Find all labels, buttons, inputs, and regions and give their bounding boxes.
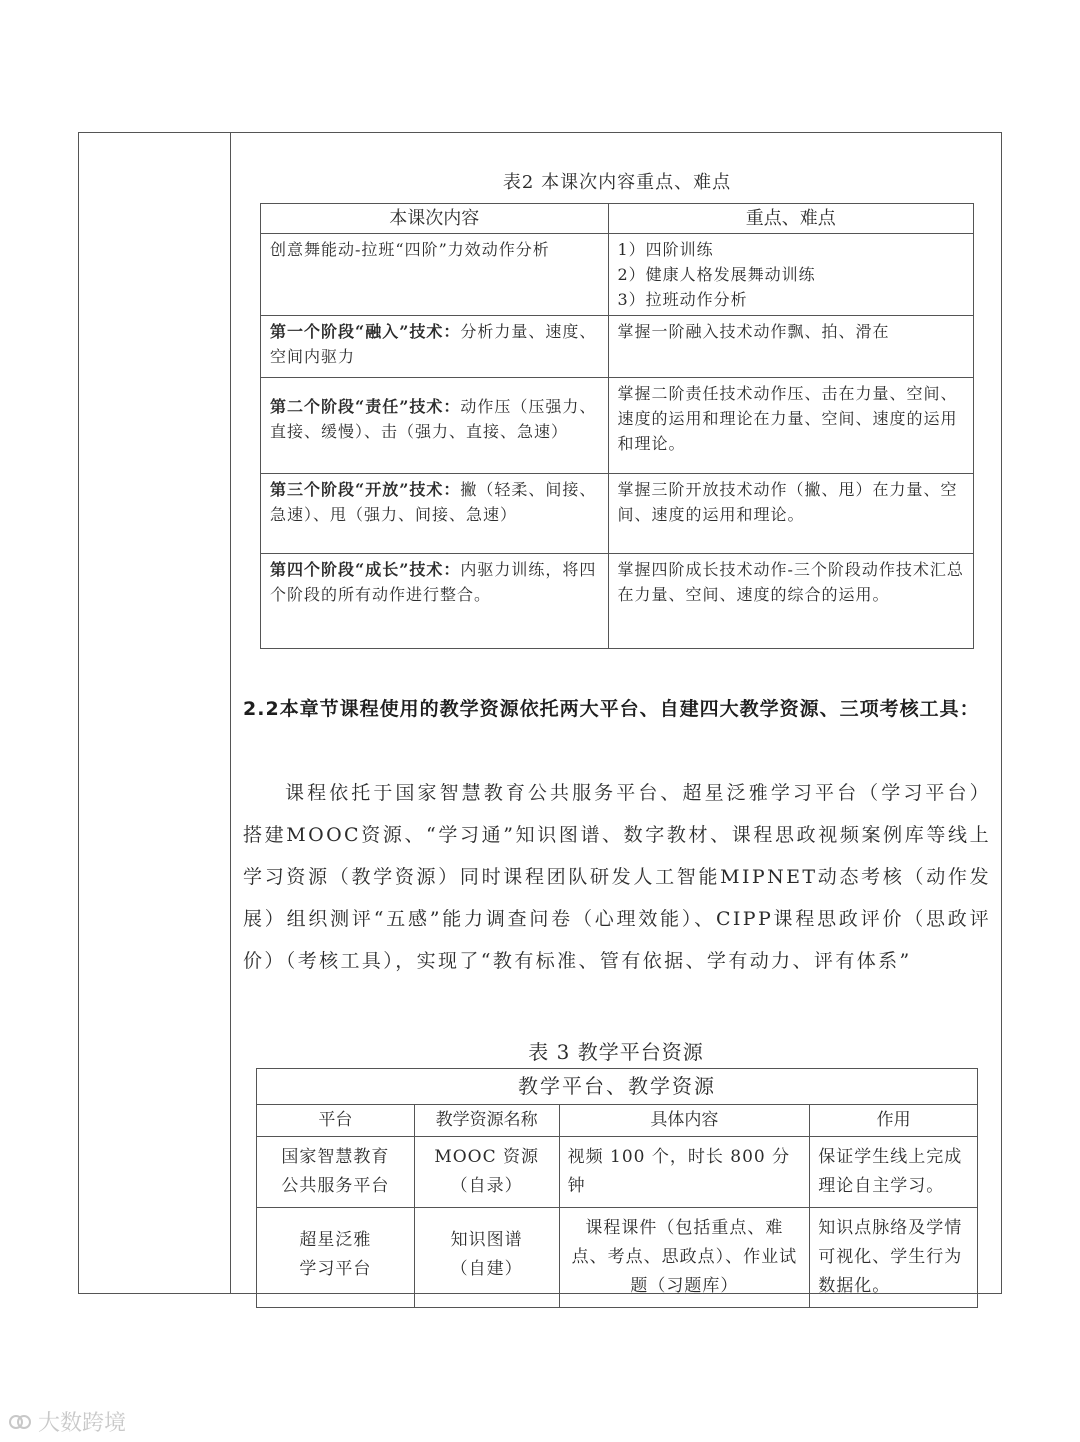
- table2-header-row: [261, 204, 974, 234]
- table-row: [261, 474, 974, 554]
- key-point-item: 2）健康人格发展舞动训练: [617, 265, 816, 284]
- content-text: 撇（轻柔、间接、急速）、甩（强力、间接、急速）: [270, 480, 597, 524]
- table-row: [257, 1137, 978, 1208]
- section-paragraph: 课程依托于国家智慧教育公共服务平台、超星泛雅学习平台（学习平台）搭建MOOC资源、“学习通”知识图谱、数字教材、课程思政视频案例库等线上学习资源（教学资源）同时课程团队研发人工智能MIPNET动态考核（动作发展）组织测评“五感”能力调查问卷（心理效能）、CIPP课程思政评价（思政评价）（考核工具），实现了“教有标准、管有依据、学有动力、评有体系”: [243, 782, 991, 972]
- watermark-logo-icon: [8, 1410, 32, 1434]
- table2-header-key-points: 重点、难点: [608, 204, 974, 234]
- content-text: 创意舞能动-拉班“四阶”力效动作分析: [270, 240, 550, 259]
- table2-caption: 表2 本课次内容重点、难点: [502, 172, 732, 193]
- table2-key-points-cell: [608, 554, 974, 649]
- table3-effect-cell: 保证学生线上完成理论自主学习。: [810, 1137, 978, 1208]
- table-row: [261, 316, 974, 378]
- table3-title: 教学平台、教学资源: [257, 1069, 978, 1105]
- table3-content-cell: 视频 100 个，时长 800 分钟: [559, 1137, 810, 1208]
- content-stage-label: 第四个阶段“成长”技术：: [270, 560, 461, 579]
- table3-resource-cell: [414, 1208, 559, 1308]
- table3-resource-cell: [414, 1137, 559, 1208]
- platform-name-line: 学习平台: [299, 1259, 372, 1279]
- platform-name-line: 公共服务平台: [281, 1176, 390, 1196]
- key-point-item: 1）四阶训练: [617, 240, 714, 259]
- table2-key-points-cell: [608, 234, 974, 316]
- table3-col-effect: 作用: [810, 1105, 978, 1137]
- content-stage-label: 第二个阶段“责任”技术：: [270, 397, 461, 416]
- table2-key-points-cell: [608, 316, 974, 378]
- content-text: 动作压（压强力、直接、缓慢）、击（强力、直接、急速）: [270, 397, 597, 441]
- table3-col-platform: 平台: [257, 1105, 415, 1137]
- platform-name-line: 国家智慧教育: [281, 1147, 390, 1167]
- table2-content-cell: [261, 474, 609, 554]
- watermark: [8, 1406, 126, 1437]
- content-stage-label: 第三个阶段“开放”技术：: [270, 480, 461, 499]
- table3-col-resource: 教学资源名称: [414, 1105, 559, 1137]
- content-text: 内驱力训练，将四个阶段的所有动作进行整合。: [270, 560, 597, 604]
- table2: [260, 203, 974, 649]
- resource-name-line: （自录）: [450, 1176, 523, 1196]
- key-point-item: 3）拉班动作分析: [617, 290, 748, 309]
- table2-header-content: 本课次内容: [261, 204, 609, 234]
- table2-content-cell: [261, 316, 609, 378]
- key-point-item: 掌握二阶责任技术动作压、击在力量、空间、速度的运用和理论在力量、空间、速度的运用和理论。: [617, 384, 958, 453]
- table3-platform-cell: [257, 1208, 415, 1308]
- table-row: [257, 1208, 978, 1308]
- content-stage-label: 第一个阶段“融入”技术：: [270, 322, 461, 341]
- key-point-item: 掌握三阶开放技术动作（撇、甩）在力量、空间、速度的运用和理论。: [617, 480, 958, 524]
- table3-col-content: 具体内容: [559, 1105, 810, 1137]
- table3-platform-cell: [257, 1137, 415, 1208]
- resource-name-line: 知识图谱: [450, 1230, 523, 1250]
- key-point-item: 掌握四阶成长技术动作-三个阶段动作技术汇总在力量、空间、速度的综合的运用。: [617, 560, 964, 604]
- table3-content-cell: 课程课件（包括重点、难点、考点、思政点）、作业试题（习题库）: [559, 1208, 810, 1308]
- table3-title-row: [257, 1069, 978, 1105]
- frame-column-divider: [230, 132, 231, 1294]
- table2-content-cell: [261, 554, 609, 649]
- table3-header-row: [257, 1105, 978, 1137]
- table2-key-points-cell: [608, 474, 974, 554]
- table-row: [261, 234, 974, 316]
- table3-caption: 表 3 教学平台资源: [528, 1040, 704, 1064]
- table-row: [261, 554, 974, 649]
- watermark-text: 大数跨境: [38, 1411, 127, 1436]
- key-point-item: 掌握一阶融入技术动作飘、拍、滑在: [617, 322, 890, 341]
- table2-content-cell: [261, 378, 609, 474]
- platform-name-line: 超星泛雅: [299, 1230, 372, 1250]
- table2-key-points-cell: [608, 378, 974, 474]
- resource-name-line: （自建）: [450, 1259, 523, 1279]
- table3-effect-cell: 知识点脉络及学情可视化、学生行为数据化。: [810, 1208, 978, 1308]
- table-row: [261, 378, 974, 474]
- table2-content-cell: [261, 234, 609, 316]
- section-heading: 2.2本章节课程使用的教学资源依托两大平台、自建四大教学资源、三项考核工具：: [243, 698, 980, 720]
- resource-name-line: MOOC 资源: [434, 1147, 540, 1167]
- table3: [256, 1068, 978, 1308]
- content-text: 分析力量、速度、空间内驱力: [270, 322, 597, 366]
